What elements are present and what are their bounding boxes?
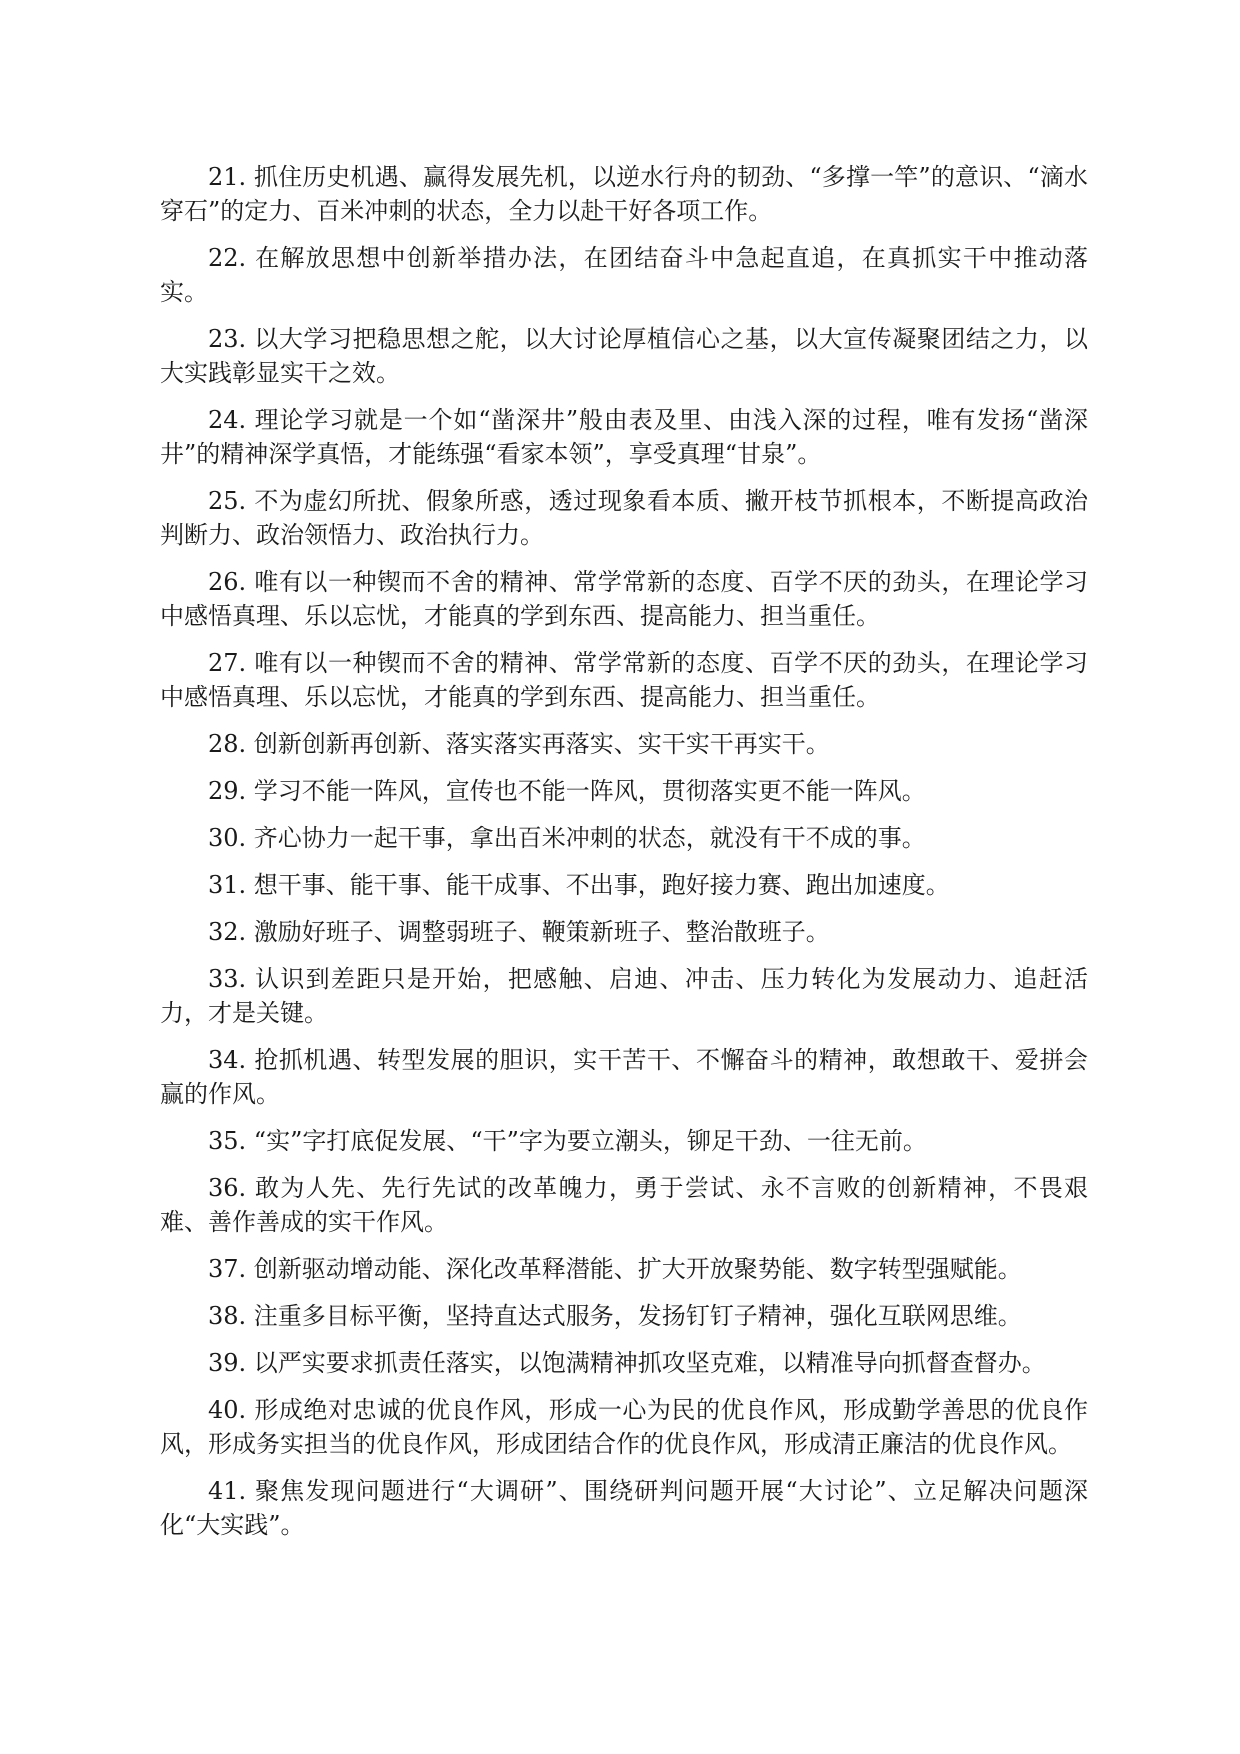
item-36: 36. 敢为人先、先行先试的改革魄力，勇于尝试、永不言败的创新精神，不畏艰难、善作善成的实干作风。 xyxy=(160,1174,1088,1236)
item-33: 33. 认识到差距只是开始，把感触、启迪、冲击、压力转化为发展动力、追赶活力，才是关键。 xyxy=(160,965,1088,1027)
item-31: 31. 想干事、能干事、能干成事、不出事，跑好接力赛、跑出加速度。 xyxy=(208,871,950,899)
item-22: 22. 在解放思想中创新举措办法，在团结奋斗中急起直追，在真抓实干中推动落实。 xyxy=(160,244,1088,306)
item-40: 40. 形成绝对忠诚的优良作风，形成一心为民的优良作风，形成勤学善思的优良作风，形成务实担当的优良作风，形成团结合作的优良作风，形成清正廉洁的优良作风。 xyxy=(160,1396,1088,1458)
item-25: 25. 不为虚幻所扰、假象所惑，透过现象看本质、撇开枝节抓根本，不断提高政治判断力、政治领悟力、政治执行力。 xyxy=(160,487,1088,549)
item-38: 38. 注重多目标平衡，坚持直达式服务，发扬钉钉子精神，强化互联网思维。 xyxy=(208,1302,1022,1330)
item-35: 35. “实”字打底促发展、“干”字为要立潮头，铆足干劲、一往无前。 xyxy=(208,1127,927,1155)
item-39: 39. 以严实要求抓责任落实，以饱满精神抓攻坚克难，以精准导向抓督查督办。 xyxy=(208,1349,1046,1377)
item-41: 41. 聚焦发现问题进行“大调研”、围绕研判问题开展“大讨论”、立足解决问题深化“大实践”。 xyxy=(160,1477,1088,1539)
item-29: 29. 学习不能一阵风，宣传也不能一阵风，贯彻落实更不能一阵风。 xyxy=(208,777,926,805)
item-30: 30. 齐心协力一起干事，拿出百米冲刺的状态，就没有干不成的事。 xyxy=(208,824,926,852)
item-26: 26. 唯有以一种锲而不舍的精神、常学常新的态度、百学不厌的劲头，在理论学习中感悟真理、乐以忘忧，才能真的学到东西、提高能力、担当重任。 xyxy=(160,568,1088,630)
item-24: 24. 理论学习就是一个如“凿深井”般由表及里、由浅入深的过程，唯有发扬“凿深井”的精神深学真悟，才能练强“看家本领”，享受真理“甘泉”。 xyxy=(160,406,1088,468)
item-34: 34. 抢抓机遇、转型发展的胆识，实干苦干、不懈奋斗的精神，敢想敢干、爱拼会赢的作风。 xyxy=(160,1046,1088,1108)
item-21: 21. 抓住历史机遇、赢得发展先机，以逆水行舟的韧劲、“多撑一竿”的意识、“滴水穿石”的定力、百米冲刺的状态，全力以赴干好各项工作。 xyxy=(160,163,1088,225)
item-32: 32. 激励好班子、调整弱班子、鞭策新班子、整治散班子。 xyxy=(208,918,830,946)
item-27: 27. 唯有以一种锲而不舍的精神、常学常新的态度、百学不厌的劲头，在理论学习中感悟真理、乐以忘忧，才能真的学到东西、提高能力、担当重任。 xyxy=(160,649,1088,711)
item-28: 28. 创新创新再创新、落实落实再落实、实干实干再实干。 xyxy=(208,730,830,758)
item-23: 23. 以大学习把稳思想之舵，以大讨论厚植信心之基，以大宣传凝聚团结之力，以大实践彰显实干之效。 xyxy=(160,325,1088,387)
item-37: 37. 创新驱动增动能、深化改革释潜能、扩大开放聚势能、数字转型强赋能。 xyxy=(208,1255,1022,1283)
document-page xyxy=(160,160,1088,1555)
